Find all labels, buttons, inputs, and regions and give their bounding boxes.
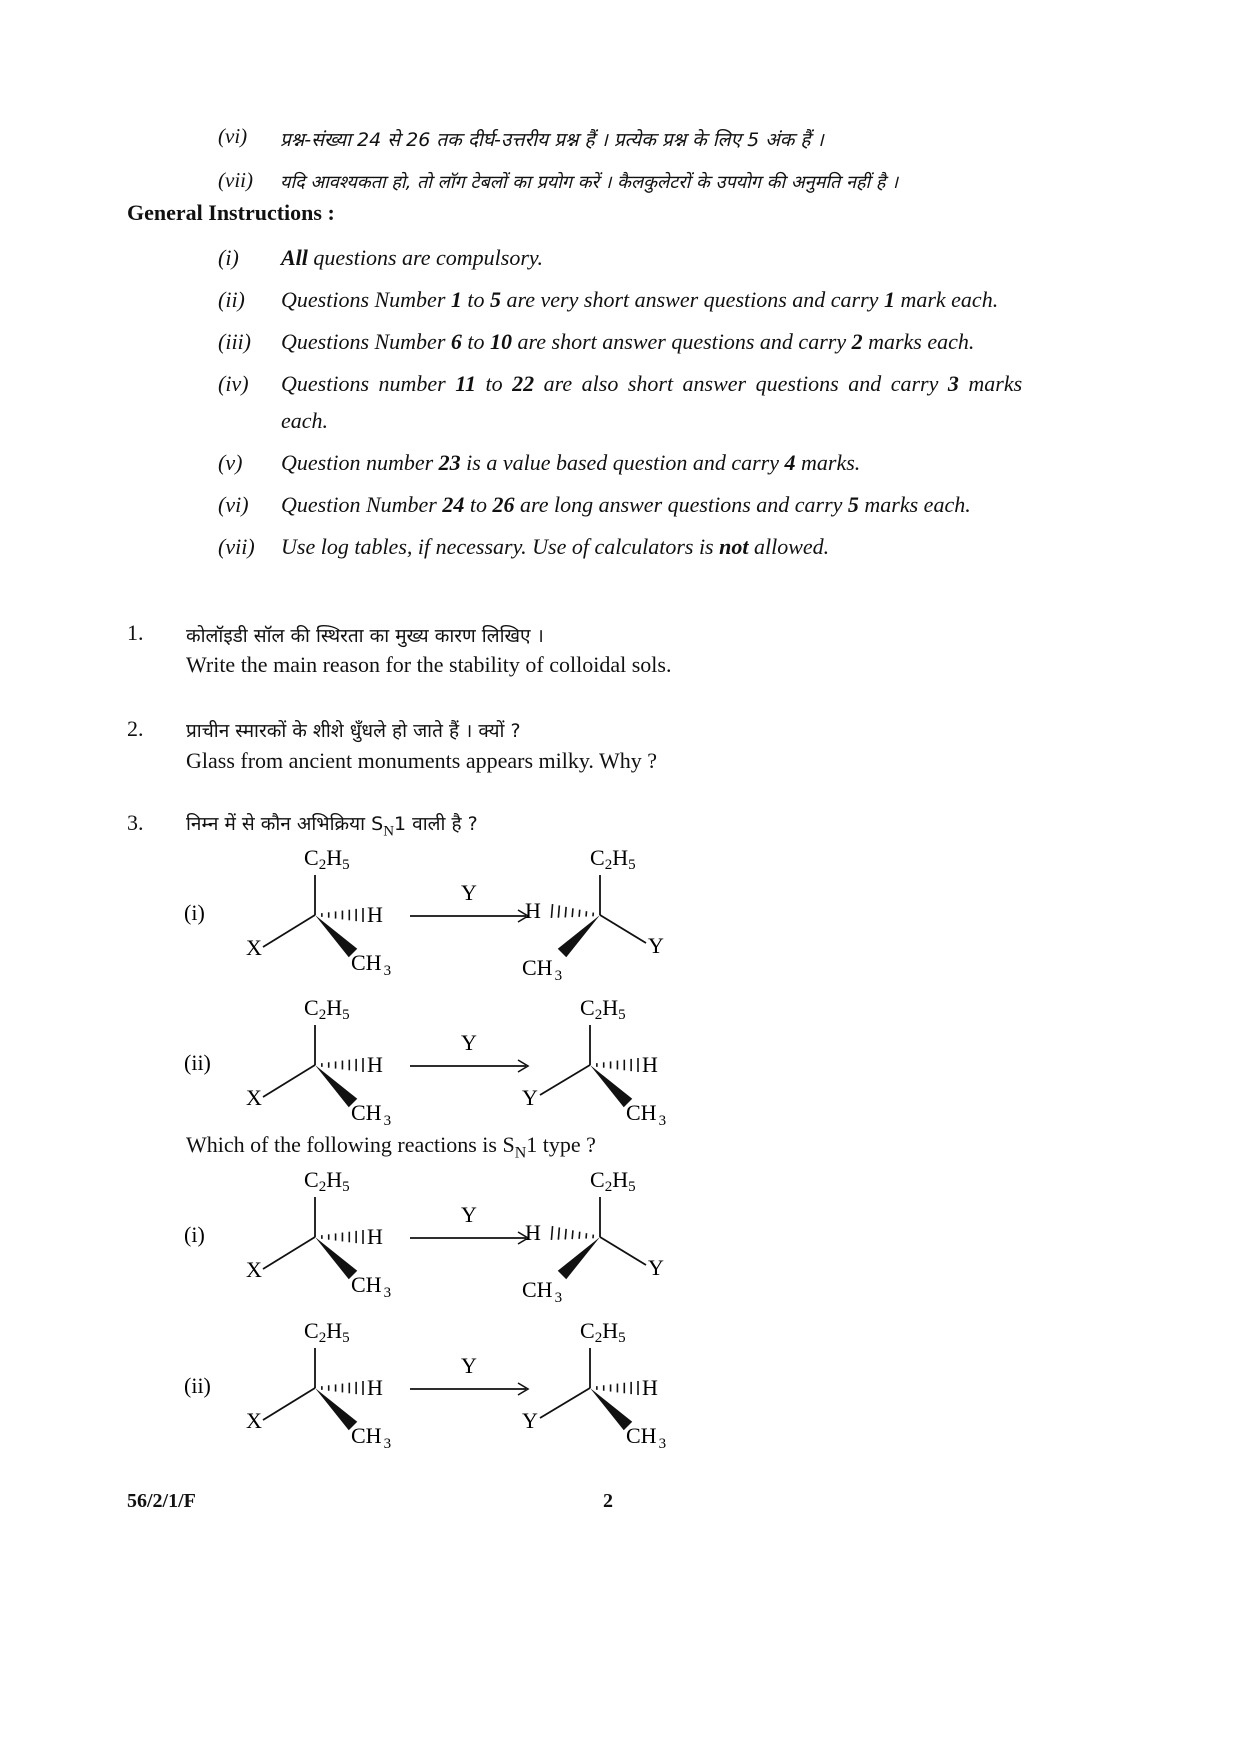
reaction-label: (i) xyxy=(184,1222,205,1247)
question-number: 1. xyxy=(127,620,144,645)
reaction-i-english xyxy=(180,1162,700,1317)
ethyl-label: C2H5 xyxy=(304,1318,350,1346)
hash-bond xyxy=(572,1230,573,1239)
item-number: (vii) xyxy=(218,534,255,559)
bond xyxy=(600,1237,646,1265)
reaction-diagram xyxy=(180,990,700,1140)
reaction-label: (ii) xyxy=(184,1050,211,1075)
ethyl-label: C2H5 xyxy=(304,1167,350,1195)
instruction-text: Question Number 24 to 26 are long answer questions and carry 5 marks each. xyxy=(281,492,971,517)
nucleophile-label: Y xyxy=(648,933,664,958)
bond xyxy=(263,915,315,947)
ethyl-label: C2H5 xyxy=(304,845,350,873)
hydrogen-label: H xyxy=(525,1220,541,1245)
leaving-group-label: X xyxy=(246,1085,262,1110)
reaction-diagram xyxy=(180,1162,700,1312)
leaving-group-label: X xyxy=(246,935,262,960)
hydrogen-label: H xyxy=(367,1224,383,1249)
bond xyxy=(540,1388,590,1418)
item-number: (ii) xyxy=(218,287,245,312)
reaction-label: (ii) xyxy=(184,1373,211,1398)
ethyl-label: C2H5 xyxy=(580,1318,626,1346)
ethyl-label: C2H5 xyxy=(580,995,626,1023)
leaving-group-label: X xyxy=(246,1408,262,1433)
methyl-label: CH $_3$ xyxy=(626,1100,667,1129)
reaction-ii-english xyxy=(180,1313,700,1468)
leaving-group-label: X xyxy=(246,1257,262,1282)
nucleophile-label: Y xyxy=(522,1085,538,1110)
methyl-label: CH $_3$ xyxy=(351,1423,392,1452)
item-number: (vii) xyxy=(218,168,253,192)
item-number: (iii) xyxy=(218,329,251,354)
hash-bond xyxy=(551,1226,552,1240)
reagent-label: Y xyxy=(461,880,477,905)
bond xyxy=(263,1237,315,1269)
methyl-label: CH $_3$ xyxy=(351,1100,392,1129)
methyl-label: CH $_3$ xyxy=(522,955,563,984)
hash-bond xyxy=(572,908,573,917)
bond xyxy=(263,1065,315,1097)
wedge-bond xyxy=(558,1237,600,1279)
hydrogen-label: H xyxy=(367,1375,383,1400)
reaction-diagram xyxy=(180,1313,700,1463)
item-number: (vi) xyxy=(218,124,248,148)
item-number: (v) xyxy=(218,450,243,475)
methyl-label: CH $_3$ xyxy=(351,1272,392,1301)
reagent-label: Y xyxy=(461,1030,477,1055)
ethyl-label: C2H5 xyxy=(590,845,636,873)
ethyl-label: C2H5 xyxy=(590,1167,636,1195)
question-hindi: निम्न में से कौन अभिक्रिया $S_N1$ वाली है ? xyxy=(186,813,478,840)
hydrogen-label: H xyxy=(642,1052,658,1077)
instruction-text: Use log tables, if necessary. Use of calculators is not allowed. xyxy=(281,534,830,559)
nucleophile-label: Y xyxy=(522,1408,538,1433)
item-number: (i) xyxy=(218,245,239,270)
paper-code: 56/2/1/F xyxy=(127,1490,196,1512)
wedge-bond xyxy=(558,915,600,957)
reagent-label: Y xyxy=(461,1202,477,1227)
bond xyxy=(600,915,646,943)
general-instructions-heading: General Instructions : xyxy=(127,200,335,225)
item-number: (iv) xyxy=(218,371,249,396)
question-english: Which of the following reactions is $S_N1$ type ? xyxy=(186,1132,596,1162)
hash-bond xyxy=(558,905,559,917)
reaction-i-hindi xyxy=(180,840,700,995)
reaction-label: (i) xyxy=(184,900,205,925)
question-english: Glass from ancient monuments appears milky. Why ? xyxy=(186,748,658,773)
instruction-text: Questions Number 1 to 5 are very short answer questions and carry 1 mark each. xyxy=(281,287,999,312)
question-hindi: प्राचीन स्मारकों के शीशे धुँधले हो जाते हैं । क्यों ? xyxy=(186,720,521,742)
question-number: 2. xyxy=(127,716,144,741)
nucleophile-label: Y xyxy=(648,1255,664,1280)
page-number: 2 xyxy=(603,1490,613,1512)
item-number: (vi) xyxy=(218,492,249,517)
hindi-text: यदि आवश्यकता हो, तो लॉग टेबलों का प्रयोग करें । कैलकुलेटरों के उपयोग की अनुमति नहीं है । xyxy=(280,172,899,193)
reagent-label: Y xyxy=(461,1353,477,1378)
hash-bond xyxy=(558,1227,559,1239)
instruction-text: All questions are compulsory. xyxy=(281,245,543,270)
question-number: 3. xyxy=(127,810,144,835)
methyl-label: CH $_3$ xyxy=(522,1277,563,1306)
hash-bond xyxy=(551,904,552,918)
reaction-ii-hindi xyxy=(180,990,700,1145)
hash-bond xyxy=(579,1232,580,1239)
hash-bond xyxy=(565,907,566,918)
ethyl-label: C2H5 xyxy=(304,995,350,1023)
reaction-diagram xyxy=(180,840,700,990)
question-english: Write the main reason for the stability of colloidal sols. xyxy=(186,652,672,677)
hydrogen-label: H xyxy=(367,1052,383,1077)
bond xyxy=(540,1065,590,1095)
hash-bond xyxy=(579,910,580,917)
methyl-label: CH $_3$ xyxy=(626,1423,667,1452)
hydrogen-label: H xyxy=(525,898,541,923)
hindi-text: प्रश्न-संख्या 24 से 26 तक दीर्घ-उत्तरीय प्रश्न हैं । प्रत्येक प्रश्न के लिए 5 अंक हैं । xyxy=(280,129,824,151)
hydrogen-label: H xyxy=(367,902,383,927)
instruction-text: Questions Number 6 to 10 are short answer questions and carry 2 marks each. xyxy=(281,329,975,354)
bond xyxy=(263,1388,315,1420)
hash-bond xyxy=(565,1229,566,1240)
hydrogen-label: H xyxy=(642,1375,658,1400)
question-hindi: कोलॉइडी सॉल की स्थिरता का मुख्य कारण लिखिए । xyxy=(186,625,544,647)
instruction-text: Question number 23 is a value based question and carry 4 marks. xyxy=(281,450,861,475)
methyl-label: CH $_3$ xyxy=(351,950,392,979)
instruction-text-continued: each. xyxy=(281,408,329,433)
instruction-text: Questions number 11 to 22 are also short answer questions and carry 3 marks xyxy=(281,371,1023,396)
